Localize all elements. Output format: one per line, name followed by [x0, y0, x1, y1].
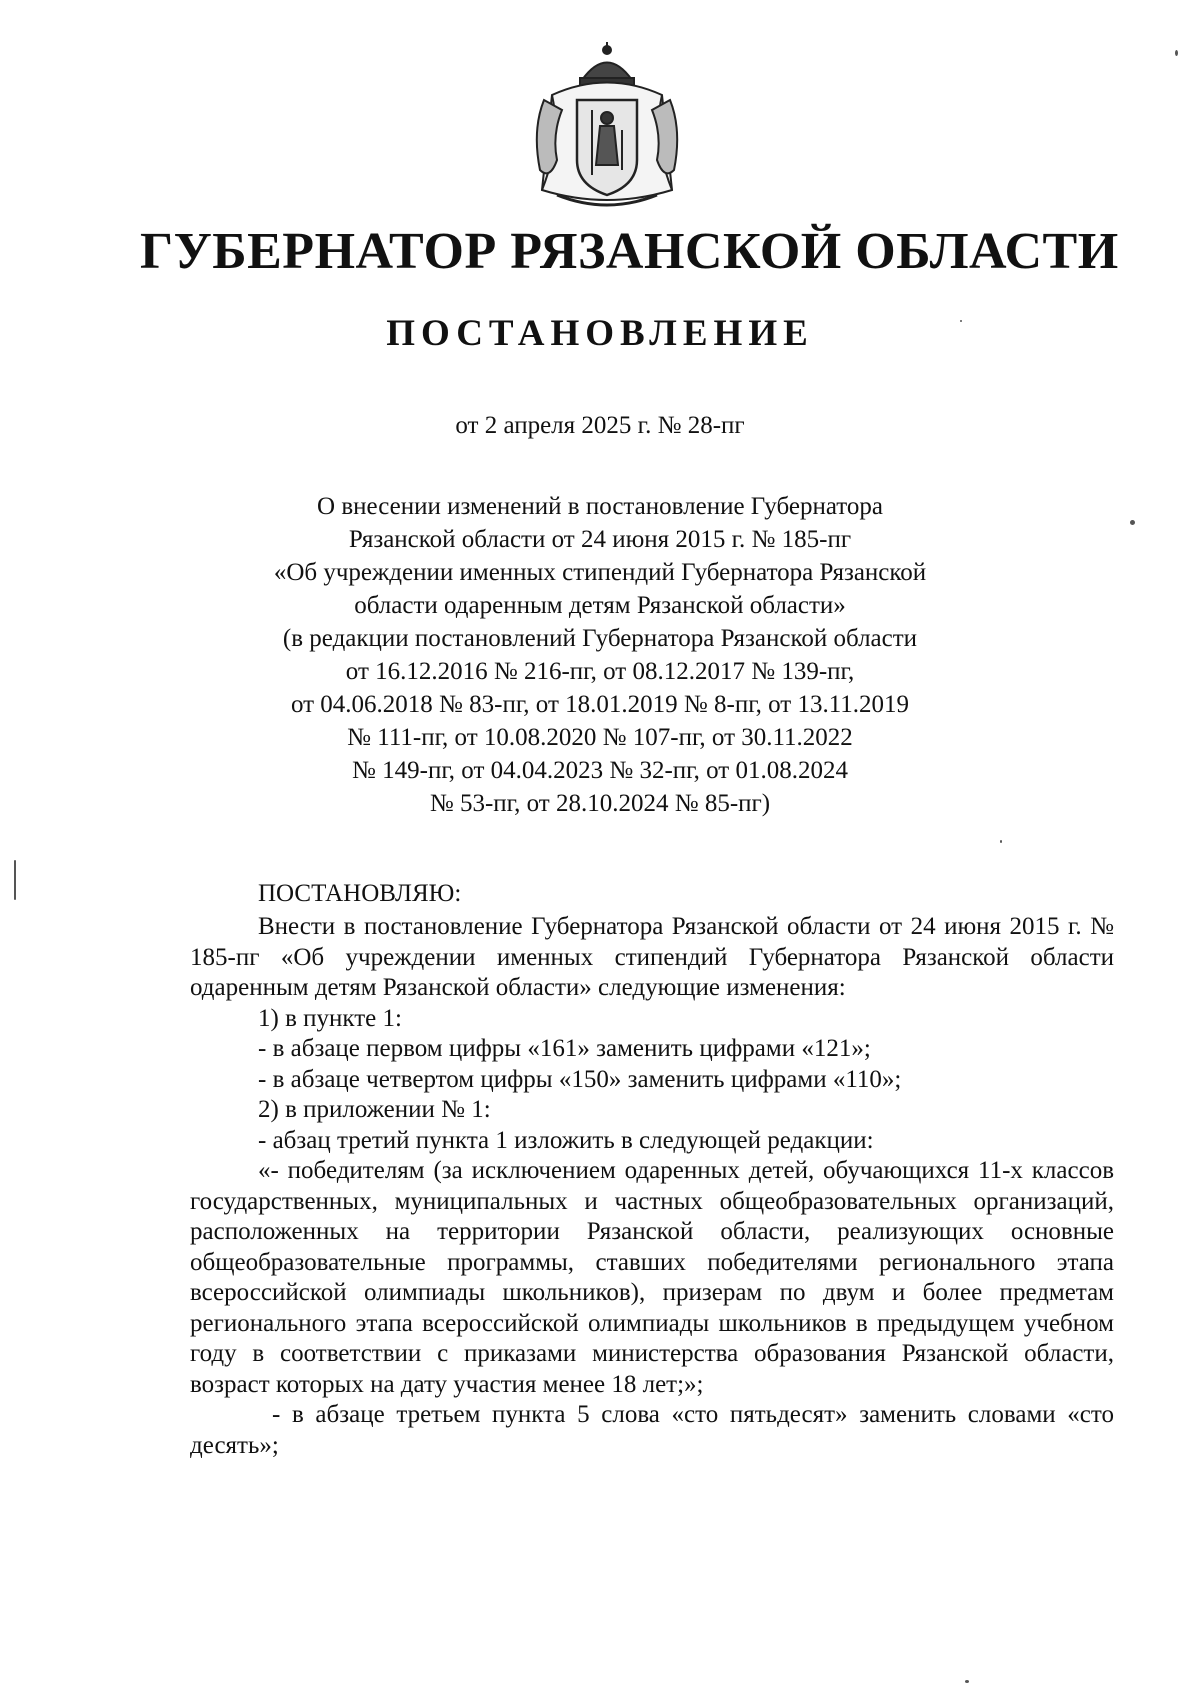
subject-line: (в редакции постановлений Губернатора Рязанской области	[282, 625, 918, 652]
body-paragraph: Внести в постановление Губернатора Рязанской области от 24 июня 2015 г. № 185-пг «Об учреждении именных стипендий Губернатора Рязанской области одаренным детям Рязанской области» следующие изменения:	[190, 913, 1114, 1001]
issuer-title: ГУБЕРНАТОР РЯЗАНСКОЙ ОБЛАСТИ	[140, 223, 1119, 280]
document-subject	[200, 490, 1000, 820]
body-paragraph: - в абзаце четвертом цифры «150» заменить цифрами «110»;	[258, 1065, 902, 1093]
scan-speck	[1175, 50, 1178, 56]
subject-line: от 04.06.2018 № 83-пг, от 18.01.2019 № 8-пг, от 13.11.2019	[290, 691, 910, 718]
resolve-heading: ПОСТАНОВЛЯЮ:	[258, 880, 462, 907]
scan-speck	[1130, 520, 1135, 525]
document-type: ПОСТАНОВЛЕНИЕ	[386, 313, 814, 354]
scan-speck	[960, 320, 962, 322]
subject-line: от 16.12.2016 № 216-пг, от 08.12.2017 № 139-пг,	[345, 658, 855, 685]
body-paragraph: - в абзаце первом цифры «161» заменить цифрами «121»;	[258, 1035, 871, 1062]
scan-speck	[965, 1680, 969, 1683]
body-paragraph: - абзац третий пункта 1 изложить в следующей редакции:	[258, 1126, 874, 1154]
body-paragraph: 1) в пункте 1:	[258, 1004, 402, 1032]
coat-of-arms-emblem	[522, 40, 692, 215]
subject-line: № 53-пг, от 28.10.2024 № 85-пг)	[429, 790, 771, 817]
subject-line: «Об учреждении именных стипендий Губернатора Рязанской	[273, 559, 927, 586]
scan-speck	[14, 860, 16, 900]
scan-speck	[1000, 840, 1002, 843]
body-paragraph: «- победителям (за исключением одаренных детей, обучающихся 11-х классов государственных, муниципальных и частных общеобразовательных организаций, расположенных на территории Рязанской области, реализующих основные общеобразовательные программы, ставших победителями регионального этапа всероссийской олимпиады школьников), призерам по двум и более предметам регионального этапа всероссийской олимпиады школьников в предыдущем учебном году в соответствии с приказами министерства образования Рязанской области, возраст которых на дату участия менее 18 лет;»;	[190, 1157, 1114, 1398]
subject-line: № 149-пг, от 04.04.2023 № 32-пг, от 01.08.2024	[352, 757, 848, 784]
subject-line: О внесении изменений в постановление Губернатора	[317, 493, 883, 520]
subject-line: Рязанской области от 24 июня 2015 г. № 185-пг	[348, 526, 852, 553]
document-date-number: от 2 апреля 2025 г. № 28-пг	[455, 412, 745, 439]
subject-line: № 111-пг, от 10.08.2020 № 107-пг, от 30.11.2022	[347, 724, 853, 751]
subject-line: области одаренным детям Рязанской области»	[354, 592, 846, 619]
body-paragraph: - в абзаце третьем пункта 5 слова «сто пятьдесят» заменить словами «сто десять»;	[190, 1401, 1114, 1459]
body-paragraph: 2) в приложении № 1:	[258, 1096, 491, 1123]
document-body	[190, 912, 1114, 1461]
